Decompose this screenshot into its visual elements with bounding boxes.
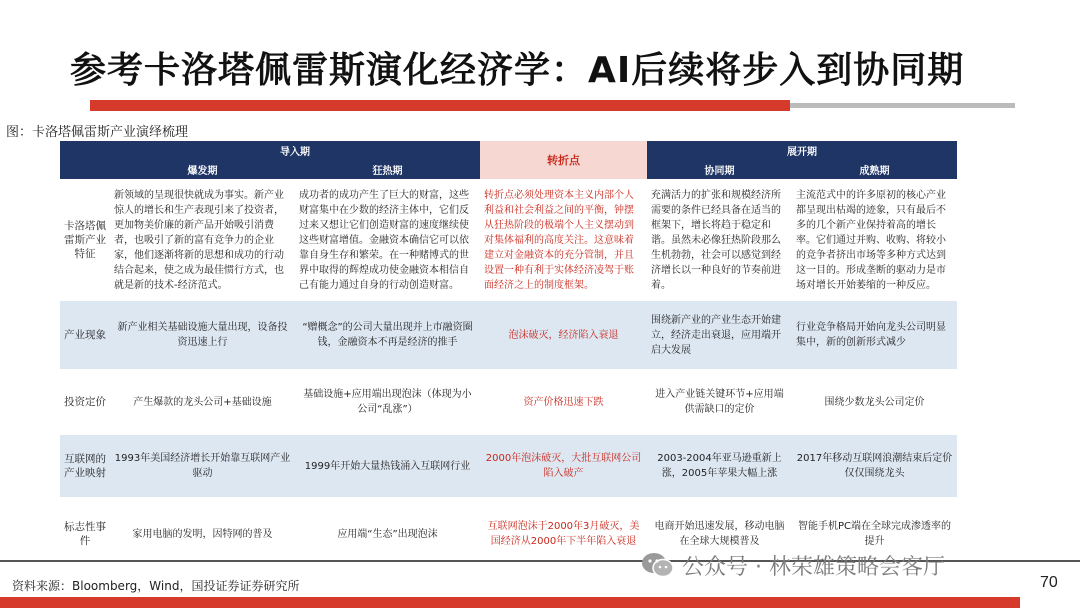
cell-phenomena-eruption: 新产业相关基础设施大量出现，设备投资迅速上行	[110, 301, 295, 369]
row-label-milestones: 标志性事件	[60, 497, 110, 571]
stage-header-frenzy: 狂热期	[295, 160, 480, 179]
cell-pricing-synergy: 进入产业链关键环节+应用端供需缺口的定价	[647, 369, 792, 435]
watermark	[640, 548, 945, 582]
table-row	[60, 301, 957, 369]
cell-internet-maturity: 2017年移动互联网浪潮结束后定价仅仅围绕龙头	[792, 435, 957, 497]
perez-industry-table	[60, 141, 957, 571]
cell-milestones-synergy: 电商开始迅速发展，移动电脑在全球大规模普及	[647, 497, 792, 571]
stage-header-synergy: 协同期	[647, 160, 792, 179]
watermark-text: 公众号 · 林荣雄策略会客厅	[682, 554, 945, 580]
cell-pricing-turning: 资产价格迅速下跌	[480, 369, 647, 435]
cell-milestones-eruption: 家用电脑的发明，因特网的普及	[110, 497, 295, 571]
slide-title: 参考卡洛塔佩雷斯演化经济学：AI后续将步入到协同期	[70, 50, 965, 91]
table-row	[60, 179, 957, 301]
cell-characteristics-turning: 转折点必须处理资本主义内部个人利益和社会利益之间的平衡，钟摆从狂热阶段的极端个人主义摆动到对集体福利的高度关注。这意味着建立对金融资本的充分管制，并且设置一种有利于实体经济凌驾于账面经济之上的制度框架。	[480, 179, 647, 301]
cell-internet-synergy: 2003-2004年亚马逊重新上涨，2005年苹果大幅上涨	[647, 435, 792, 497]
cell-milestones-maturity: 智能手机PC端在全球完成渗透率的提升	[792, 497, 957, 571]
cell-characteristics-maturity: 主流范式中的许多原初的核心产业都呈现出枯竭的迹象，只有最后不多的几个新产业保持着高的增长率。它们通过并购、收购、将较小的竞争者挤出市场等多种方式达到这一目的。形成垄断的驱动力是市场对增长开始萎缩的一种反应。	[792, 179, 957, 301]
cell-internet-eruption: 1993年美国经济增长开始靠互联网产业驱动	[110, 435, 295, 497]
table-row	[60, 435, 957, 497]
cell-pricing-frenzy: 基础设施+应用端出现泡沫（体现为小公司“乱涨”）	[295, 369, 480, 435]
title-underline-red	[90, 100, 790, 111]
phase-header-expansion: 展开期	[647, 141, 957, 160]
title-underline-gray	[790, 103, 1015, 108]
cell-internet-frenzy: 1999年开始大量热钱涌入互联网行业	[295, 435, 480, 497]
cell-phenomena-turning: 泡沫破灭，经济陷入衰退	[480, 301, 647, 369]
phase-header-intro: 导入期	[110, 141, 480, 160]
cell-milestones-frenzy: 应用端“生态”出现泡沫	[295, 497, 480, 571]
figure-caption: 图：卡洛塔佩雷斯产业演绎梳理	[6, 125, 189, 140]
cell-milestones-turning: 互联网泡沫于2000年3月破灭，美国经济从2000年下半年陷入衰退	[480, 497, 647, 571]
cell-pricing-eruption: 产生爆款的龙头公司+基础设施	[110, 369, 295, 435]
page-number: 70	[1040, 574, 1058, 591]
cell-internet-turning: 2000年泡沫破灭，大批互联网公司陷入破产	[480, 435, 647, 497]
cell-characteristics-eruption: 新领域的呈现很快就成为事实。新产业惊人的增长和生产表现引来了投资者，更加物美价廉的新产品开始吸引消费者，也吸引了新的富有竞争力的企业家，他们逐渐将新的思想和成功的行动结合起来，使之成为最佳惯行方式，也就是新的技术-经济范式。	[110, 179, 295, 301]
wechat-icon	[640, 551, 676, 579]
cell-phenomena-frenzy: “赠概念”的公司大量出现并上市融资圈钱，金融资本不再是经济的推手	[295, 301, 480, 369]
header-corner-2	[60, 160, 110, 179]
row-label-industry-phenomena: 产业现象	[60, 301, 110, 369]
footer-accent-bar	[0, 597, 1020, 608]
cell-phenomena-synergy: 围绕新产业的产业生态开始建立，经济走出衰退，应用端开启大发展	[647, 301, 792, 369]
phase-header-turning: 转折点	[480, 141, 647, 179]
table-row	[60, 369, 957, 435]
cell-characteristics-synergy: 充满活力的扩张和规模经济所需要的条件已经具备在适当的框架下，增长将趋于稳定和谐。虽然未必像狂热阶段那么生机勃勃，社会可以感觉到经济增长以一种良好的节奏前进着。	[647, 179, 792, 301]
cell-phenomena-maturity: 行业竞争格局开始向龙头公司明显集中，新的创新形式减少	[792, 301, 957, 369]
cell-pricing-maturity: 围绕少数龙头公司定价	[792, 369, 957, 435]
header-corner	[60, 141, 110, 160]
source-note: 资料来源：Bloomberg，Wind，国投证券证券研究所	[12, 579, 300, 593]
cell-characteristics-frenzy: 成功者的成功产生了巨大的财富，这些财富集中在少数的经济主体中，它们反过来又想让它们创造财富的速度继续使这些财富增值。金融资本确信它可以依靠自身生存和繁荣。在一种赌博式的世界中取得的辉煌成功使金融资本相信自己有能力通过自身的行动创造财富。	[295, 179, 480, 301]
table-phase-header-row	[60, 141, 957, 160]
stage-header-maturity: 成熟期	[792, 160, 957, 179]
row-label-characteristics: 卡洛塔佩雷斯产业特征	[60, 179, 110, 301]
row-label-pricing: 投资定价	[60, 369, 110, 435]
stage-header-eruption: 爆发期	[110, 160, 295, 179]
row-label-internet-mapping: 互联网的产业映射	[60, 435, 110, 497]
